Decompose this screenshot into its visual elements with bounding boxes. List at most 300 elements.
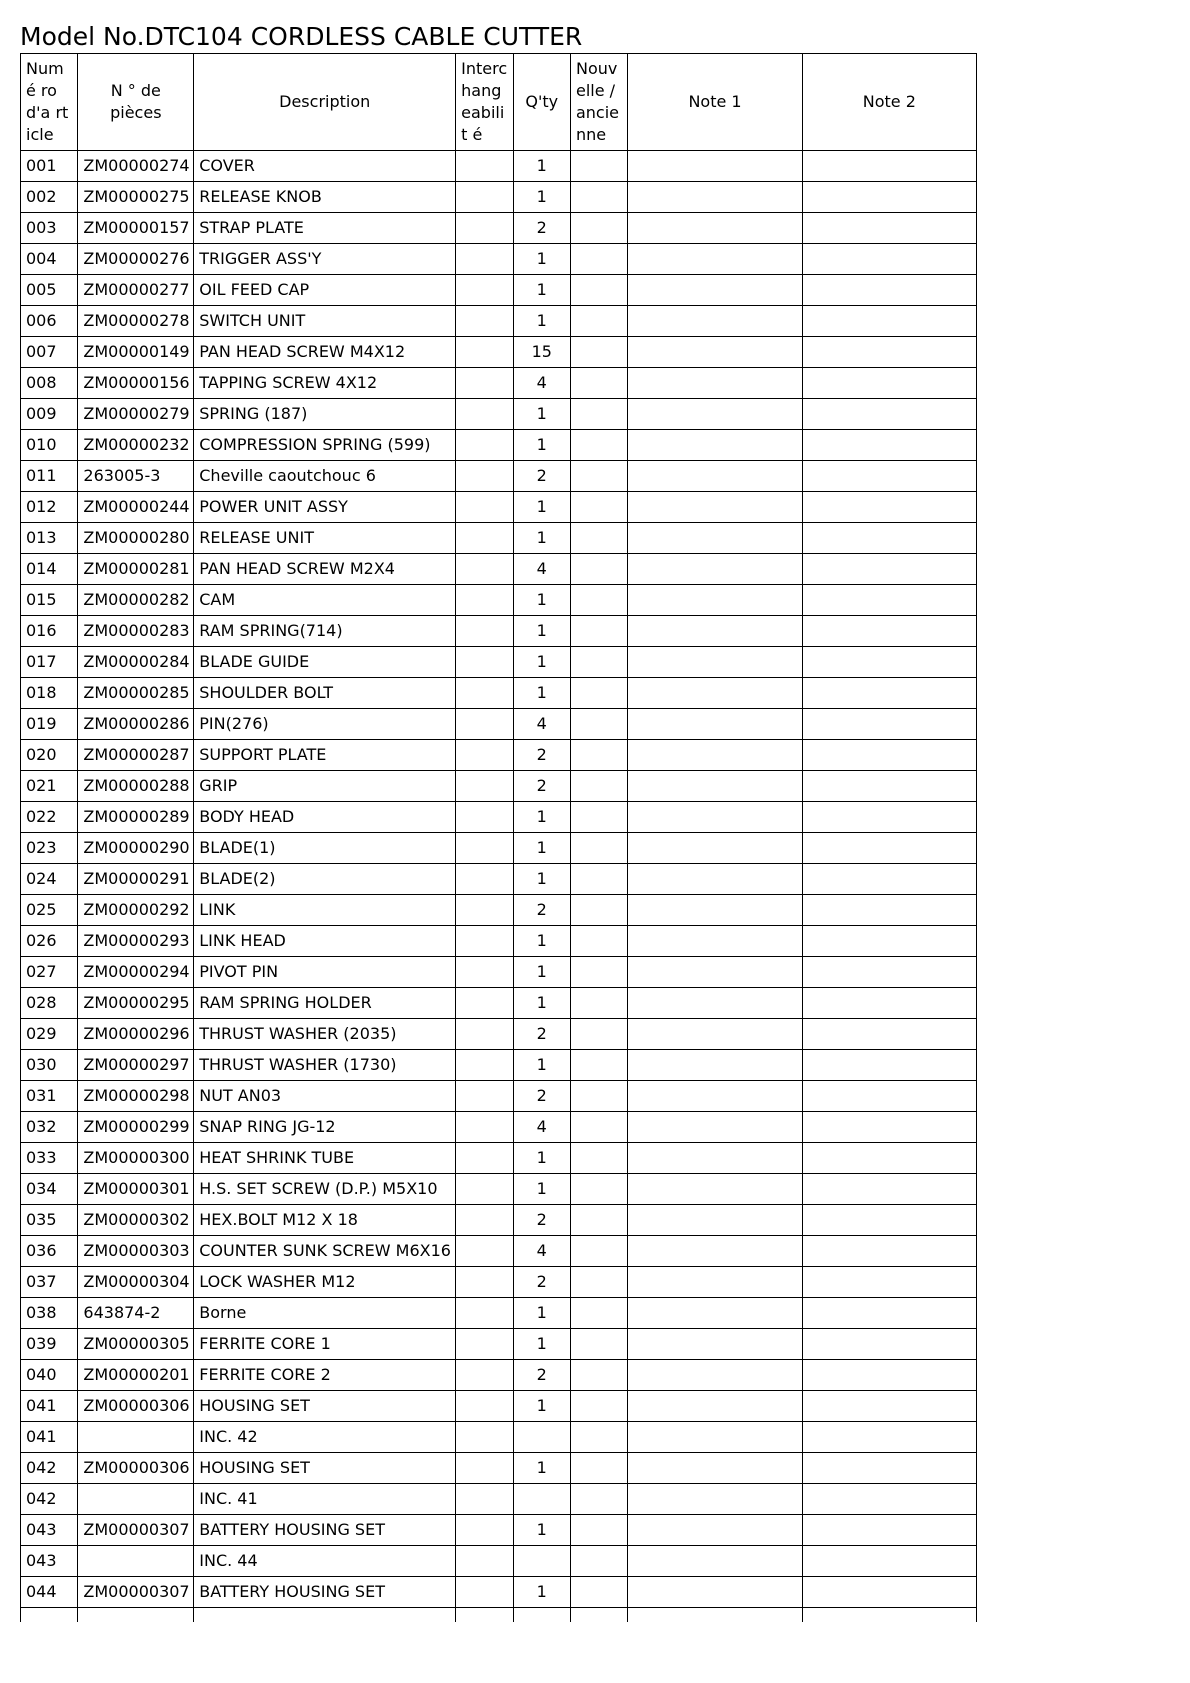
- cell-item-number: 029: [21, 1019, 78, 1050]
- cell-note-1: [628, 1577, 802, 1608]
- cell-interchangeability: [456, 213, 513, 244]
- cell-note-2: [802, 957, 976, 988]
- cell-interchangeability: [456, 1360, 513, 1391]
- cell-note-2: [802, 678, 976, 709]
- cell-new-old: [570, 1329, 627, 1360]
- cell-new-old: [570, 1298, 627, 1329]
- table-row: [21, 833, 977, 864]
- cell-interchangeability: [456, 492, 513, 523]
- cell-quantity: 1: [513, 926, 570, 957]
- cell-new-old: [570, 740, 627, 771]
- cell-quantity: 1: [513, 1329, 570, 1360]
- cell-note-1: [628, 1329, 802, 1360]
- column-header-new-old: Nouv elle / ancie nne: [570, 54, 627, 151]
- cell-note-1: [628, 1143, 802, 1174]
- cell-interchangeability: [456, 244, 513, 275]
- table-row: [21, 430, 977, 461]
- cell-new-old: [570, 833, 627, 864]
- cell-quantity: 1: [513, 585, 570, 616]
- cell-item-number: 009: [21, 399, 78, 430]
- cell-new-old: [570, 585, 627, 616]
- cell-part-number: ZM00000293: [78, 926, 194, 957]
- cell-note-2: [802, 616, 976, 647]
- cell-item-number: 036: [21, 1236, 78, 1267]
- table-row: [21, 461, 977, 492]
- cell-description: SUPPORT PLATE: [194, 740, 456, 771]
- cell-note-2: [802, 306, 976, 337]
- cell-new-old: [570, 523, 627, 554]
- cell-description: LINK HEAD: [194, 926, 456, 957]
- cell-new-old: [570, 1019, 627, 1050]
- table-row: [21, 647, 977, 678]
- cell-note-1: [628, 182, 802, 213]
- cell-description: FERRITE CORE 1: [194, 1329, 456, 1360]
- cell-interchangeability: [456, 1577, 513, 1608]
- cell-note-1: [628, 1205, 802, 1236]
- cell-note-1: [628, 1298, 802, 1329]
- cell-quantity: 1: [513, 1577, 570, 1608]
- empty-cell: [456, 1608, 513, 1623]
- cell-quantity: 2: [513, 461, 570, 492]
- cell-part-number: ZM00000297: [78, 1050, 194, 1081]
- cell-new-old: [570, 151, 627, 182]
- empty-cell: [802, 1608, 976, 1623]
- cell-new-old: [570, 213, 627, 244]
- cell-note-1: [628, 1391, 802, 1422]
- cell-note-2: [802, 523, 976, 554]
- cell-new-old: [570, 492, 627, 523]
- cell-item-number: 040: [21, 1360, 78, 1391]
- cell-note-1: [628, 678, 802, 709]
- cell-new-old: [570, 926, 627, 957]
- cell-description: THRUST WASHER (2035): [194, 1019, 456, 1050]
- cell-item-number: 030: [21, 1050, 78, 1081]
- cell-item-number: 011: [21, 461, 78, 492]
- cell-part-number: ZM00000274: [78, 151, 194, 182]
- cell-item-number: 044: [21, 1577, 78, 1608]
- cell-quantity: 1: [513, 244, 570, 275]
- table-row: [21, 1391, 977, 1422]
- cell-part-number: ZM00000244: [78, 492, 194, 523]
- cell-quantity: 2: [513, 1267, 570, 1298]
- cell-interchangeability: [456, 554, 513, 585]
- cell-description: INC. 44: [194, 1546, 456, 1577]
- table-body: [21, 151, 977, 1623]
- cell-part-number: ZM00000285: [78, 678, 194, 709]
- cell-interchangeability: [456, 740, 513, 771]
- cell-quantity: 2: [513, 895, 570, 926]
- cell-quantity: 1: [513, 1174, 570, 1205]
- cell-interchangeability: [456, 678, 513, 709]
- cell-quantity: 4: [513, 368, 570, 399]
- cell-note-2: [802, 1515, 976, 1546]
- cell-interchangeability: [456, 585, 513, 616]
- cell-note-1: [628, 1112, 802, 1143]
- cell-item-number: 032: [21, 1112, 78, 1143]
- cell-item-number: 008: [21, 368, 78, 399]
- cell-part-number: 263005-3: [78, 461, 194, 492]
- cell-part-number: ZM00000295: [78, 988, 194, 1019]
- column-header-quantity: Q'ty: [513, 54, 570, 151]
- cell-new-old: [570, 895, 627, 926]
- cell-quantity: 1: [513, 616, 570, 647]
- cell-item-number: 042: [21, 1453, 78, 1484]
- cell-quantity: 1: [513, 275, 570, 306]
- cell-part-number: ZM00000283: [78, 616, 194, 647]
- cell-description: HEX.BOLT M12 X 18: [194, 1205, 456, 1236]
- cell-new-old: [570, 1267, 627, 1298]
- cell-description: POWER UNIT ASSY: [194, 492, 456, 523]
- cell-description: BLADE GUIDE: [194, 647, 456, 678]
- cell-note-2: [802, 740, 976, 771]
- cell-note-1: [628, 895, 802, 926]
- cell-description: INC. 42: [194, 1422, 456, 1453]
- cell-note-1: [628, 244, 802, 275]
- parts-table: [20, 53, 977, 1622]
- cell-interchangeability: [456, 771, 513, 802]
- cell-note-1: [628, 1019, 802, 1050]
- cell-part-number: ZM00000287: [78, 740, 194, 771]
- cell-interchangeability: [456, 833, 513, 864]
- cell-quantity: 2: [513, 771, 570, 802]
- table-row: [21, 1050, 977, 1081]
- cell-note-2: [802, 213, 976, 244]
- cell-note-2: [802, 1205, 976, 1236]
- cell-item-number: 017: [21, 647, 78, 678]
- cell-part-number: ZM00000156: [78, 368, 194, 399]
- table-row: [21, 709, 977, 740]
- cell-note-1: [628, 523, 802, 554]
- table-row: [21, 523, 977, 554]
- cell-description: BLADE(2): [194, 864, 456, 895]
- cell-interchangeability: [456, 399, 513, 430]
- cell-quantity: 1: [513, 1453, 570, 1484]
- cell-item-number: 028: [21, 988, 78, 1019]
- cell-note-2: [802, 1546, 976, 1577]
- cell-interchangeability: [456, 1236, 513, 1267]
- cell-new-old: [570, 1112, 627, 1143]
- cell-note-2: [802, 1174, 976, 1205]
- cell-note-2: [802, 337, 976, 368]
- cell-description: RAM SPRING(714): [194, 616, 456, 647]
- table-row: [21, 1019, 977, 1050]
- cell-description: Borne: [194, 1298, 456, 1329]
- cell-note-1: [628, 430, 802, 461]
- cell-description: THRUST WASHER (1730): [194, 1050, 456, 1081]
- cell-description: TRIGGER ASS'Y: [194, 244, 456, 275]
- cell-quantity: 4: [513, 1112, 570, 1143]
- cell-interchangeability: [456, 1174, 513, 1205]
- table-row: [21, 306, 977, 337]
- cell-note-2: [802, 1267, 976, 1298]
- cell-note-2: [802, 1360, 976, 1391]
- cell-description: COMPRESSION SPRING (599): [194, 430, 456, 461]
- cell-item-number: 018: [21, 678, 78, 709]
- cell-part-number: ZM00000303: [78, 1236, 194, 1267]
- cell-note-2: [802, 926, 976, 957]
- cell-note-2: [802, 1329, 976, 1360]
- table-row: [21, 926, 977, 957]
- table-row: [21, 616, 977, 647]
- cell-interchangeability: [456, 368, 513, 399]
- cell-note-2: [802, 1112, 976, 1143]
- cell-part-number: ZM00000302: [78, 1205, 194, 1236]
- cell-interchangeability: [456, 1422, 513, 1453]
- cell-new-old: [570, 1577, 627, 1608]
- cell-description: BATTERY HOUSING SET: [194, 1515, 456, 1546]
- column-header-description: Description: [194, 54, 456, 151]
- cell-description: TAPPING SCREW 4X12: [194, 368, 456, 399]
- cell-interchangeability: [456, 1298, 513, 1329]
- cell-interchangeability: [456, 957, 513, 988]
- table-row: [21, 213, 977, 244]
- cell-description: HEAT SHRINK TUBE: [194, 1143, 456, 1174]
- cell-note-2: [802, 151, 976, 182]
- cell-new-old: [570, 1391, 627, 1422]
- cell-item-number: 020: [21, 740, 78, 771]
- table-row: [21, 864, 977, 895]
- cell-item-number: 022: [21, 802, 78, 833]
- cell-item-number: 004: [21, 244, 78, 275]
- cell-quantity: [513, 1546, 570, 1577]
- cell-note-2: [802, 864, 976, 895]
- cell-new-old: [570, 771, 627, 802]
- cell-interchangeability: [456, 461, 513, 492]
- cell-interchangeability: [456, 709, 513, 740]
- column-header-note-2: Note 2: [802, 54, 976, 151]
- cell-description: SPRING (187): [194, 399, 456, 430]
- table-row: [21, 988, 977, 1019]
- table-row: [21, 554, 977, 585]
- cell-note-1: [628, 1515, 802, 1546]
- cell-part-number: ZM00000294: [78, 957, 194, 988]
- cell-new-old: [570, 1143, 627, 1174]
- cell-note-1: [628, 1236, 802, 1267]
- cell-part-number: [78, 1422, 194, 1453]
- table-header-row: [21, 54, 977, 151]
- cell-interchangeability: [456, 616, 513, 647]
- cell-note-2: [802, 1391, 976, 1422]
- cell-item-number: 006: [21, 306, 78, 337]
- cell-note-1: [628, 368, 802, 399]
- cell-item-number: 015: [21, 585, 78, 616]
- cell-item-number: 033: [21, 1143, 78, 1174]
- cell-quantity: 1: [513, 151, 570, 182]
- cell-note-2: [802, 1081, 976, 1112]
- cell-part-number: ZM00000298: [78, 1081, 194, 1112]
- cell-note-1: [628, 647, 802, 678]
- cell-note-1: [628, 585, 802, 616]
- cell-quantity: 1: [513, 647, 570, 678]
- cell-interchangeability: [456, 647, 513, 678]
- cell-note-1: [628, 337, 802, 368]
- cell-description: OIL FEED CAP: [194, 275, 456, 306]
- cell-item-number: 024: [21, 864, 78, 895]
- table-row: [21, 740, 977, 771]
- cell-note-2: [802, 1453, 976, 1484]
- cell-description: H.S. SET SCREW (D.P.) M5X10: [194, 1174, 456, 1205]
- cell-note-2: [802, 988, 976, 1019]
- cell-quantity: 1: [513, 523, 570, 554]
- cell-description: PAN HEAD SCREW M4X12: [194, 337, 456, 368]
- cell-quantity: 2: [513, 1019, 570, 1050]
- cell-note-2: [802, 895, 976, 926]
- cell-interchangeability: [456, 1112, 513, 1143]
- cell-new-old: [570, 1546, 627, 1577]
- cell-note-1: [628, 492, 802, 523]
- cell-part-number: ZM00000306: [78, 1391, 194, 1422]
- cell-description: BODY HEAD: [194, 802, 456, 833]
- table-row: [21, 1143, 977, 1174]
- cell-description: INC. 41: [194, 1484, 456, 1515]
- cell-note-1: [628, 616, 802, 647]
- cell-description: RELEASE UNIT: [194, 523, 456, 554]
- cell-note-2: [802, 1236, 976, 1267]
- table-row: [21, 492, 977, 523]
- cell-new-old: [570, 988, 627, 1019]
- column-header-note-1: Note 1: [628, 54, 802, 151]
- cell-note-1: [628, 275, 802, 306]
- empty-cell: [628, 1608, 802, 1623]
- cell-interchangeability: [456, 1453, 513, 1484]
- cell-item-number: 043: [21, 1515, 78, 1546]
- cell-item-number: 003: [21, 213, 78, 244]
- cell-new-old: [570, 368, 627, 399]
- cell-new-old: [570, 1081, 627, 1112]
- cell-description: FERRITE CORE 2: [194, 1360, 456, 1391]
- cell-note-2: [802, 182, 976, 213]
- cell-interchangeability: [456, 988, 513, 1019]
- cell-quantity: 1: [513, 1298, 570, 1329]
- table-row: [21, 1577, 977, 1608]
- table-row: [21, 957, 977, 988]
- cell-part-number: ZM00000277: [78, 275, 194, 306]
- cell-item-number: 019: [21, 709, 78, 740]
- cell-note-1: [628, 1546, 802, 1577]
- cell-note-2: [802, 492, 976, 523]
- cell-note-1: [628, 864, 802, 895]
- cell-new-old: [570, 554, 627, 585]
- cell-new-old: [570, 1174, 627, 1205]
- cell-quantity: 1: [513, 1143, 570, 1174]
- cell-interchangeability: [456, 1143, 513, 1174]
- table-row: [21, 585, 977, 616]
- cell-note-1: [628, 833, 802, 864]
- cell-interchangeability: [456, 1081, 513, 1112]
- cell-part-number: ZM00000307: [78, 1515, 194, 1546]
- cell-description: COUNTER SUNK SCREW M6X16: [194, 1236, 456, 1267]
- cell-note-2: [802, 1019, 976, 1050]
- cell-note-1: [628, 1174, 802, 1205]
- cell-interchangeability: [456, 864, 513, 895]
- cell-new-old: [570, 337, 627, 368]
- table-row: [21, 1422, 977, 1453]
- cell-new-old: [570, 1453, 627, 1484]
- cell-description: GRIP: [194, 771, 456, 802]
- table-row: [21, 1298, 977, 1329]
- cell-description: RAM SPRING HOLDER: [194, 988, 456, 1019]
- cell-note-1: [628, 1360, 802, 1391]
- table-row: [21, 1267, 977, 1298]
- cell-quantity: 1: [513, 833, 570, 864]
- cell-quantity: 1: [513, 678, 570, 709]
- cell-new-old: [570, 616, 627, 647]
- cell-quantity: 1: [513, 957, 570, 988]
- cell-item-number: 035: [21, 1205, 78, 1236]
- cell-note-2: [802, 1484, 976, 1515]
- cell-new-old: [570, 275, 627, 306]
- cell-description: PAN HEAD SCREW M2X4: [194, 554, 456, 585]
- cell-item-number: 014: [21, 554, 78, 585]
- cell-interchangeability: [456, 1050, 513, 1081]
- cell-part-number: ZM00000299: [78, 1112, 194, 1143]
- cell-description: NUT AN03: [194, 1081, 456, 1112]
- cell-interchangeability: [456, 926, 513, 957]
- cell-interchangeability: [456, 523, 513, 554]
- cell-item-number: 039: [21, 1329, 78, 1360]
- cell-new-old: [570, 1205, 627, 1236]
- cell-new-old: [570, 1236, 627, 1267]
- cell-description: COVER: [194, 151, 456, 182]
- cell-interchangeability: [456, 895, 513, 926]
- cell-description: HOUSING SET: [194, 1391, 456, 1422]
- cell-quantity: 1: [513, 492, 570, 523]
- cell-item-number: 026: [21, 926, 78, 957]
- cell-new-old: [570, 678, 627, 709]
- cell-item-number: 010: [21, 430, 78, 461]
- cell-quantity: 1: [513, 1515, 570, 1546]
- cell-quantity: 2: [513, 1081, 570, 1112]
- table-row: [21, 244, 977, 275]
- cell-quantity: 15: [513, 337, 570, 368]
- empty-cell: [78, 1608, 194, 1623]
- cell-description: BLADE(1): [194, 833, 456, 864]
- cell-item-number: 041: [21, 1422, 78, 1453]
- cell-note-2: [802, 709, 976, 740]
- cell-new-old: [570, 306, 627, 337]
- cell-interchangeability: [456, 1019, 513, 1050]
- cell-interchangeability: [456, 430, 513, 461]
- cell-note-1: [628, 1453, 802, 1484]
- cell-part-number: ZM00000282: [78, 585, 194, 616]
- cell-item-number: 023: [21, 833, 78, 864]
- cell-description: LINK: [194, 895, 456, 926]
- cell-description: HOUSING SET: [194, 1453, 456, 1484]
- cell-quantity: 2: [513, 1360, 570, 1391]
- cell-note-1: [628, 1267, 802, 1298]
- table-row: [21, 771, 977, 802]
- cell-new-old: [570, 430, 627, 461]
- cell-item-number: 031: [21, 1081, 78, 1112]
- empty-cell: [194, 1608, 456, 1623]
- table-row: [21, 678, 977, 709]
- cell-item-number: 027: [21, 957, 78, 988]
- cell-quantity: 1: [513, 399, 570, 430]
- cell-note-1: [628, 1081, 802, 1112]
- cell-interchangeability: [456, 1205, 513, 1236]
- cell-part-number: ZM00000305: [78, 1329, 194, 1360]
- cell-interchangeability: [456, 306, 513, 337]
- cell-interchangeability: [456, 1546, 513, 1577]
- cell-part-number: ZM00000276: [78, 244, 194, 275]
- table-row: [21, 1360, 977, 1391]
- cell-item-number: 043: [21, 1546, 78, 1577]
- table-row: [21, 1205, 977, 1236]
- cell-description: SNAP RING JG-12: [194, 1112, 456, 1143]
- cell-note-1: [628, 802, 802, 833]
- cell-part-number: ZM00000288: [78, 771, 194, 802]
- cell-item-number: 016: [21, 616, 78, 647]
